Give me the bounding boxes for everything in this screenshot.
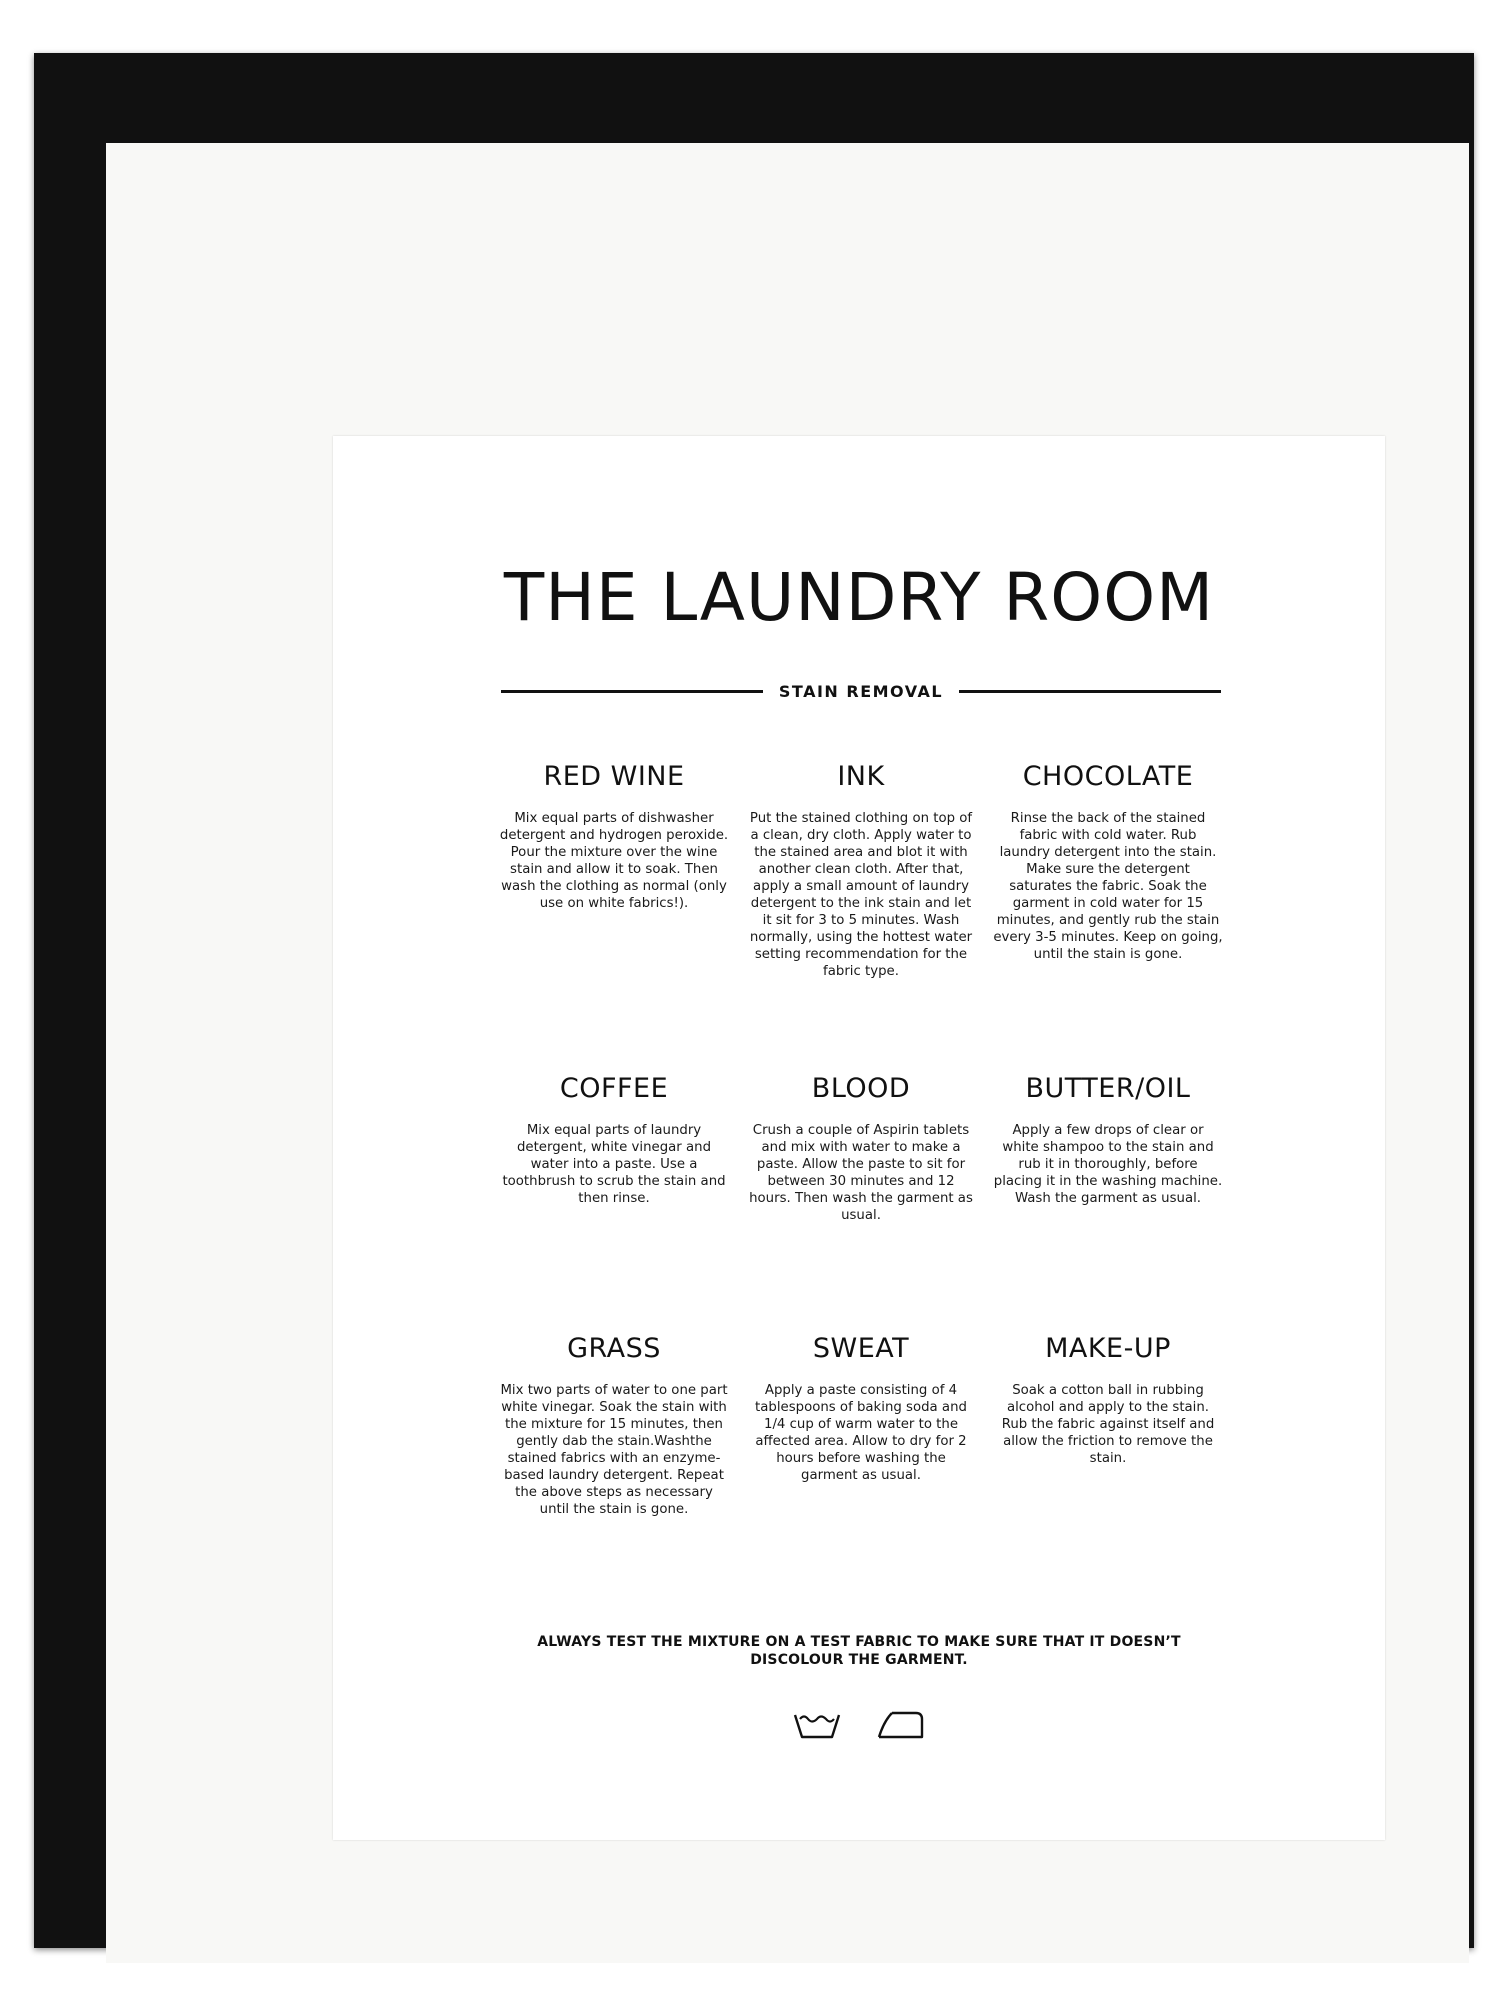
poster-subtitle: STAIN REMOVAL <box>778 681 944 701</box>
stain-instructions: Apply a paste consisting of 4 tablespoons of baking soda and 1/4 cup of warm water to the affected area. Allow to dry for 2 hours before washing the garment as usual. <box>755 1383 967 1483</box>
stain-card-grass <box>491 1330 737 1570</box>
stain-title: BLOOD <box>811 1073 911 1104</box>
stain-card-butter-oil <box>985 1070 1231 1330</box>
test-fabric-note: ALWAYS TEST THE MIXTURE ON A TEST FABRIC TO MAKE SURE THAT IT DOESN’T DISCOLOUR THE GARMENT. <box>537 1634 1181 1668</box>
care-icons <box>333 1701 1385 1741</box>
stain-title: CHOCOLATE <box>1022 761 1194 792</box>
stain-instructions: Mix two parts of water to one part white vinegar. Soak the stain with the mixture for 15 minutes, then gently dab the stain.Washthe stained fabrics with an enzyme-based laundry detergent. Repeat the above steps as necessary until the stain is gone. <box>500 1383 728 1517</box>
stain-instructions: Soak a cotton ball in rubbing alcohol and apply to the stain. Rub the fabric against itself and allow the friction to remove the stain. <box>1001 1383 1215 1466</box>
stain-card-blood <box>738 1070 984 1330</box>
stain-instructions: Apply a few drops of clear or white shampoo to the stain and rub it in thoroughly, before placing it in the washing machine. Wash the garment as usual. <box>993 1123 1223 1206</box>
right-divider <box>959 690 1221 693</box>
stain-card-red-wine <box>491 758 737 1070</box>
stain-card-ink <box>738 758 984 1070</box>
stain-title: MAKE-UP <box>1045 1333 1171 1364</box>
stain-instructions: Mix equal parts of dishwasher detergent and hydrogen peroxide. Pour the mixture over the wine stain and allow it to soak. Then wash the clothing as normal (only use on white fabrics!). <box>499 811 729 911</box>
iron-icon <box>876 1701 926 1741</box>
wash-basin-icon <box>792 1701 842 1741</box>
stain-title: INK <box>837 761 885 792</box>
stain-instructions: Put the stained clothing on top of a clean, dry cloth. Apply water to the stained area and blot it with another clean cloth. After that, apply a small amount of laundry detergent to the ink stain and let it sit for 3 to 5 minutes. Wash normally, using the hottest water setting recommendation for the fabric type. <box>749 811 973 979</box>
stain-instructions: Crush a couple of Aspirin tablets and mix with water to make a paste. Allow the paste to sit for between 30 minutes and 12 hours. Then wash the garment as usual. <box>749 1123 973 1223</box>
stain-title: RED WINE <box>543 761 685 792</box>
picture-frame <box>34 53 1474 1948</box>
left-divider <box>501 690 763 693</box>
stain-card-coffee <box>491 1070 737 1330</box>
stain-grid <box>491 758 1231 1570</box>
stain-title: GRASS <box>567 1333 661 1364</box>
stain-title: COFFEE <box>559 1073 669 1104</box>
stain-instructions: Mix equal parts of laundry detergent, white vinegar and water into a paste. Use a toothbrush to scrub the stain and then rinse. <box>502 1123 726 1206</box>
poster-print <box>333 436 1385 1840</box>
stain-title: SWEAT <box>812 1333 910 1364</box>
stain-instructions: Rinse the back of the stained fabric with cold water. Rub laundry detergent into the stain. Make sure the detergent saturates the fabric. Soak the garment in cold water for 15 minutes, and gently rub the stain every 3-5 minutes. Keep on going, until the stain is gone. <box>993 811 1223 962</box>
poster-title: THE LAUNDRY ROOM <box>503 559 1215 636</box>
stain-card-sweat <box>738 1330 984 1570</box>
frame-mat <box>106 143 1469 1963</box>
stain-title: BUTTER/OIL <box>1025 1073 1191 1104</box>
stain-card-make-up <box>985 1330 1231 1570</box>
subtitle-row <box>501 679 1221 703</box>
stain-card-chocolate <box>985 758 1231 1070</box>
